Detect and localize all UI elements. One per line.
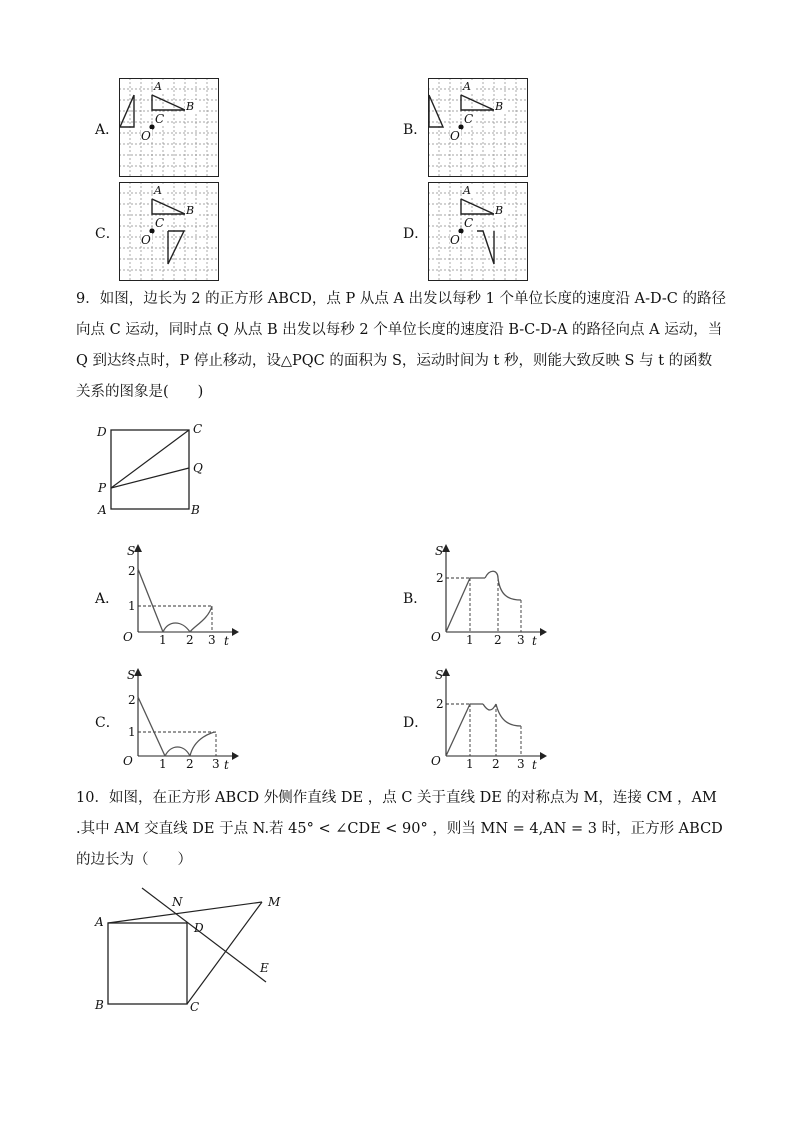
origin-o: O (123, 630, 133, 644)
q8-option-b-label: B． (403, 122, 428, 138)
tick-1: 1 (128, 725, 136, 739)
q9-graph-b (428, 540, 553, 648)
tick-3: 3 (517, 757, 525, 771)
q9-option-d-label: D． (403, 715, 429, 731)
q8-option-d-label: D． (403, 226, 429, 242)
label-a: A (154, 184, 162, 197)
label-b: B (191, 503, 200, 517)
q9-square-figure (93, 418, 218, 520)
tick-1: 1 (466, 633, 474, 647)
tick-1: 1 (159, 757, 167, 771)
label-c: C (155, 216, 165, 230)
axis-t: t (532, 758, 537, 772)
tick-1: 1 (128, 599, 136, 613)
q9-graph-d (428, 664, 553, 772)
axis-t: t (224, 758, 229, 772)
label-d: D (194, 921, 204, 935)
tick-2: 2 (186, 633, 194, 647)
q10-text: 10．如图，在正方形 ABCD 外侧作直线 DE ，点 C 关于直线 DE 的对称点为 M，连接 CM ，AM .其中 AM 交直线 DE 于点 N.若 45° < ∠CDE < 90° ，则当 MN = 4,AN = 3 时，正方形 ABCD 的边长为（ ） (76, 790, 723, 868)
label-o: O (141, 233, 151, 247)
label-a: A (154, 80, 162, 93)
q8-option-a-label: A． (95, 122, 120, 138)
tick-3: 3 (517, 633, 525, 647)
label-c: C (464, 216, 474, 230)
q10-figure (88, 882, 298, 1018)
label-b: B (495, 100, 504, 113)
label-c: C (190, 1000, 200, 1014)
label-a: A (463, 184, 471, 197)
label-a: A (98, 503, 107, 517)
axis-t: t (224, 634, 229, 648)
label-p: P (98, 481, 107, 495)
tick-2: 2 (436, 697, 444, 711)
q8-grid-figure-d (428, 182, 530, 282)
label-c: C (193, 422, 203, 436)
q9-option-a-label: A． (95, 591, 120, 607)
origin-o: O (431, 754, 441, 768)
axis-s: S (435, 668, 444, 682)
tick-2: 2 (494, 633, 502, 647)
label-o: O (450, 129, 460, 143)
q9-graph-a (120, 540, 245, 648)
tick-2: 2 (128, 564, 136, 578)
tick-2: 2 (186, 757, 194, 771)
label-d: D (97, 425, 107, 439)
q9-option-c-label: C． (95, 715, 120, 731)
label-o: O (141, 129, 151, 143)
axis-t: t (532, 634, 537, 648)
tick-2: 2 (128, 693, 136, 707)
label-b: B (186, 204, 195, 217)
tick-1: 1 (159, 633, 167, 647)
label-q: Q (193, 461, 203, 475)
label-o: O (450, 233, 460, 247)
tick-3: 3 (212, 757, 220, 771)
tick-1: 1 (466, 757, 474, 771)
origin-o: O (123, 754, 133, 768)
label-c: C (155, 112, 165, 126)
label-b: B (95, 998, 104, 1012)
q8-grid-figure-a (119, 78, 221, 178)
q8-grid-figure-c (119, 182, 221, 282)
q8-grid-figure-b (428, 78, 530, 178)
axis-s: S (127, 668, 136, 682)
label-c: C (464, 112, 474, 126)
q9-option-b-label: B． (403, 591, 428, 607)
label-m: M (268, 895, 281, 909)
tick-2: 2 (436, 571, 444, 585)
tick-3: 3 (208, 633, 216, 647)
q9-graph-c (120, 664, 245, 772)
label-a: A (95, 915, 104, 929)
tick-2: 2 (492, 757, 500, 771)
q9-text: 9．如图，边长为 2 的正方形 ABCD，点 P 从点 A 出发以每秒 1 个单位长度的速度沿 A-D-C 的路径向点 C 运动，同时点 Q 从点 B 出发以每秒 2 个单位长度的速度沿 B-C-D-A 的路径向点 A 运动，当 Q 到达终点时，P 停止移动，设△PQC 的面积为 S，运动时间为 t 秒，则能大致反映 S 与 t 的函数关系的图象是( ) (76, 291, 726, 400)
origin-o: O (431, 630, 441, 644)
label-e: E (260, 961, 269, 975)
label-n: N (172, 895, 183, 909)
axis-s: S (435, 544, 444, 558)
q8-option-c-label: C． (95, 226, 120, 242)
axis-s: S (127, 544, 136, 558)
label-a: A (463, 80, 471, 93)
label-b: B (495, 204, 504, 217)
label-b: B (186, 100, 195, 113)
